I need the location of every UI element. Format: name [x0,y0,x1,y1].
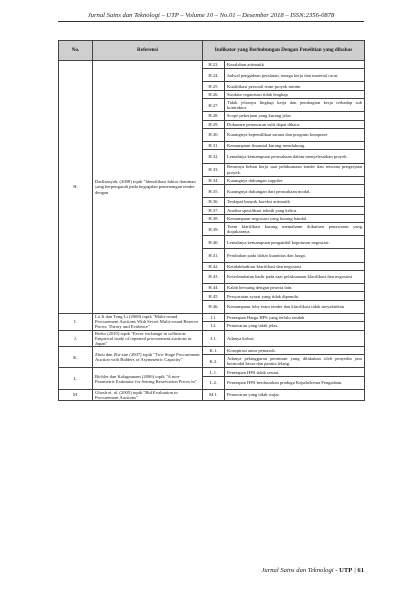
indicator-text-cell: Perubahan pada daftar kuantitas dan harga. [225,249,365,262]
indicator-code-cell: H.37. [203,206,225,214]
indicator-text-cell: Penetapan HPS berdasarkan praduga Kepala/ketua Pengadaan. [225,376,365,389]
indicator-code-cell: H.43. [203,270,225,283]
table-row [59,389,365,400]
indicator-text-cell: Persyaratan syarat yang tidak dipenuhi. [225,292,365,300]
indicator-code-cell: H.42. [203,262,225,270]
group-number-cell: L. [59,368,93,389]
indicator-text-cell: Besarnya beban kerja saat pelaksanaan tender dan rencana pengerjaan proyek. [225,163,365,176]
table-body [59,61,365,401]
indicator-text-cell: Terdapat banyak koreksi aritmatik. [225,198,365,206]
running-header: Jurnal Sains dan Teknologi – UTP – Volume 10 – No.01 – Desember 2018 – ISSN:2356-0878 [87,12,335,19]
indicator-text-cell: Keterlambatan hadir pada saat pelaksanaan klarifikasi dan negosiasi [225,270,365,283]
column-header-no: No. [59,41,93,61]
indicator-text-cell: Kesalahan aritmatik [225,61,365,69]
indicator-text-cell: Tidak jelasnya lingkup kerja dan pembagian kerja terhadap sub kontraktor [225,99,365,112]
footer-utp: UTP [339,567,353,574]
group-number-cell: K. [59,346,93,367]
indicator-code-cell: L.2. [203,376,225,389]
group-number-cell: M. [59,389,93,400]
indicator-text-cell: Penawaran yang tidak jelas. [225,322,365,330]
indicator-code-cell: K.2. [203,355,225,368]
table-row [59,61,365,69]
group-number-cell: H. [59,61,93,314]
indicator-code-cell: H.38. [203,214,225,222]
indicator-text-cell: Struktur organisasi tidak lengkap [225,90,365,98]
indicator-code-cell: M.1. [203,389,225,400]
group-number-cell: J. [59,330,93,346]
indicator-text-cell: Kurangnya dukungan dari perusahaan modal. [225,185,365,198]
indicator-code-cell: H.29. [203,120,225,128]
indicator-code-cell: H.23. [203,61,225,69]
reference-cell: Lu Ji dan Tong Li (2008) topik "Multi-round Procurement Auctions With Secret Multi-round Reserve Prices: Theory and Evidence" [93,313,203,330]
indicator-text-cell: Adanya pelanggaran peraturan yang dilakukan oleh penyedia jasa bermodal besar dan panitia lelang. [225,355,365,368]
indicator-code-cell: H.35. [203,185,225,198]
indicator-text-cell: Kurangnya dukungan supplier. [225,176,365,184]
indicator-text-cell: Analisa spesifikasi teknik yang keliru. [225,206,365,214]
indicator-text-cell: Penawaran yang tidak wajar. [225,389,365,400]
indicator-code-cell: H.32. [203,150,225,163]
reference-cell: Zhou dan Zhi-xue (2007) topik "Two-Stage Procurement Auction with Bidders of Asymmetric Capacity" [93,346,203,367]
indicator-text-cell: Adanya kolusi [225,330,365,346]
indicator-code-cell: H.44. [203,284,225,292]
indicator-text-cell: Jadwal pengadaan peralatan, tenaga kerja dan material cacat [225,69,365,82]
indicator-code-cell: I.2. [203,322,225,330]
indicator-code-cell: H.36. [203,198,225,206]
indicator-text-cell: Lemahnya kemampuan pengambil keputusan negosiasi. [225,236,365,249]
group-number-cell: I. [59,313,93,330]
indicator-code-cell: H.26. [203,90,225,98]
indicator-code-cell: H.46. [203,300,225,313]
indicator-text-cell: Team klarifikasi kurang memahami dokumen penawaran yang diajukannya. [225,223,365,236]
indicator-code-cell: H.25. [203,82,225,90]
indicator-code-cell: H.24. [203,69,225,82]
indicator-text-cell: Kualifikasi personil team proyek minim [225,82,365,90]
column-header-reference: Referensi [93,41,203,61]
footer-page-number: 61 [357,567,364,574]
indicator-text-cell: Ketidakhadiran klarifikasi dan negosiasi [225,262,365,270]
indicator-text-cell: Kalah bersaing dengan peserta lain. [225,284,365,292]
running-footer [261,567,364,574]
reference-cell: Darliansyah, (2008) topik "Identifikasi faktor dominan yang berpengaruh pada kegagalan pemenangan tender dengan [93,61,203,314]
header-rule [58,21,364,22]
footer-journal: Jurnal Sains dan Teknologi [261,567,334,574]
indicator-text-cell: Dokumen penawaran sulit dapat dibaca. [225,120,365,128]
indicator-code-cell: H.28. [203,112,225,120]
indicator-text-cell: Kemampuan loby team tender dan klarifikasi tidak meyakinkan [225,300,365,313]
indicator-code-cell: H.39. [203,223,225,236]
table-row [59,346,365,354]
indicator-text-cell: Penetapan Harga HPS yang terlalu rendah [225,313,365,321]
indicator-text-cell: Kurangnya kepemilikan sarana dan program komputer [225,128,365,141]
indicator-code-cell: H.34. [203,176,225,184]
indicator-code-cell: H.45. [203,292,225,300]
footer-separator: - [335,567,340,574]
indicator-text-cell: Lemahnya kemampuan perusahaan dalam menyelesaikan proyek. [225,150,365,163]
reference-cell: Ghosh et. al. (2005) topik "Bid Evaluation in Procurement Auctions" [93,389,203,400]
indicator-code-cell: J.1. [203,330,225,346]
indicator-text-cell: Konspirasi antar pemasok. [225,346,365,354]
table-header-row [59,41,365,61]
indicator-text-cell: Penetapan HPS tidak sesuai. [225,368,365,376]
table-row [59,330,365,346]
table-row [59,313,365,321]
column-header-indicator: Indikator yang Berhubungan Dengan Penelitian yang dibahas [203,41,365,61]
indicator-code-cell: H.31. [203,142,225,150]
indicator-code-cell: K.1. [203,346,225,354]
reference-cell: Bichler dan Kalagnanam (2006) topik "A non-Parametric Estimator for Setting Reservation Prices in" [93,368,203,389]
reference-indicator-table [58,40,365,401]
reference-cell: Rieko (2010) topik "Favor exchange in collusion: Empirical study of repeated procurement auctions in Japan" [93,330,203,346]
indicator-code-cell: L.1. [203,368,225,376]
indicator-code-cell: H.27. [203,99,225,112]
indicator-text-cell: Scope pekerjaan yang kurang jelas [225,112,365,120]
indicator-code-cell: H.33. [203,163,225,176]
indicator-code-cell: H.30. [203,128,225,141]
indicator-text-cell: Kemampuan negosiasi yang kurang handal. [225,214,365,222]
indicator-text-cell: Kemampuan finansial kurang mendukung. [225,142,365,150]
indicator-code-cell: H.41. [203,249,225,262]
footer-bar: | [353,567,358,574]
table-row [59,368,365,376]
indicator-code-cell: I.1. [203,313,225,321]
indicator-code-cell: H.40. [203,236,225,249]
